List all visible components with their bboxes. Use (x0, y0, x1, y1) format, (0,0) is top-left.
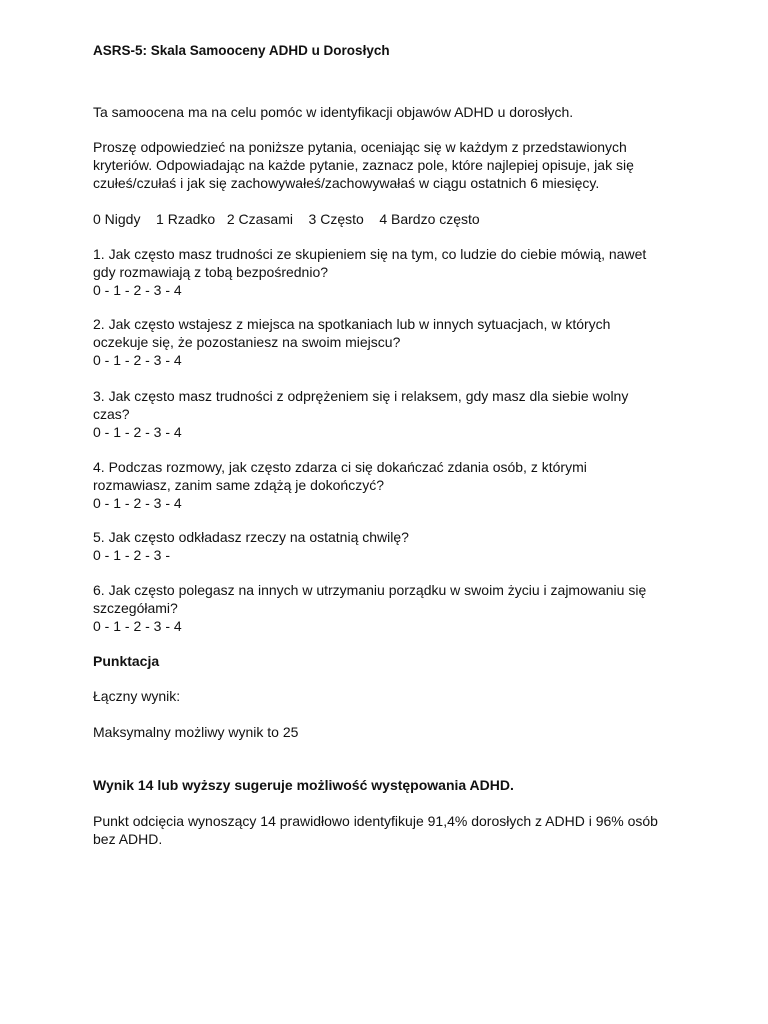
answer-scale: 0 - 1 - 2 - 3 - (93, 547, 171, 563)
answer-scale: 0 - 1 - 2 - 3 - 4 (93, 618, 182, 634)
question-1 (93, 245, 646, 299)
cutoff-note-line: Punkt odcięcia wynoszący 14 prawidłowo identyfikuje 91,4% dorosłych z ADHD i 96% osób (93, 813, 658, 829)
document-title: ASRS-5: Skala Samooceny ADHD u Dorosłych (93, 43, 390, 58)
question-text: rozmawiasz, zanim same zdążą je dokończyć? (93, 477, 385, 493)
question-text: szczegółami? (93, 600, 178, 616)
question-6 (93, 581, 646, 635)
question-text: 4. Podczas rozmowy, jak często zdarza ci się dokańczać zdania osób, z którymi (93, 459, 587, 475)
question-text: czas? (93, 406, 130, 422)
instructions (93, 138, 634, 192)
answer-scale: 0 - 1 - 2 - 3 - 4 (93, 282, 182, 298)
question-2 (93, 315, 610, 369)
max-score-text: Maksymalny możliwy wynik to 25 (93, 724, 299, 740)
instructions-line: kryteriów. Odpowiadając na każde pytanie, zaznacz pole, które najlepiej opisuje, jak się (93, 157, 634, 173)
question-text: gdy rozmawiają z tobą bezpośrednio? (93, 264, 329, 280)
question-text: 5. Jak często odkładasz rzeczy na ostatnią chwilę? (93, 529, 409, 545)
cutoff-note (93, 812, 658, 848)
question-text: 2. Jak często wstajesz z miejsca na spotkaniach lub w innych sytuacjach, w których (93, 316, 611, 332)
question-text: oczekuje się, że pozostaniesz na swoim miejscu? (93, 334, 401, 350)
answer-scale: 0 - 1 - 2 - 3 - 4 (93, 424, 182, 440)
answer-scale: 0 - 1 - 2 - 3 - 4 (93, 495, 182, 511)
question-4 (93, 458, 587, 512)
scoring-heading: Punktacja (93, 653, 160, 669)
question-text: 3. Jak często masz trudności z odprężeniem się i relaksem, gdy masz dla siebie wolny (93, 388, 629, 404)
cutoff-note-line: bez ADHD. (93, 831, 163, 847)
question-text: 1. Jak często masz trudności ze skupieniem się na tym, co ludzie do ciebie mówią, nawet (93, 246, 647, 262)
instructions-line: Proszę odpowiedzieć na poniższe pytania, oceniając się w każdym z przedstawionych (93, 139, 627, 155)
answer-scale: 0 - 1 - 2 - 3 - 4 (93, 352, 182, 368)
question-5 (93, 528, 409, 564)
intro-text: Ta samoocena ma na celu pomóc w identyfikacji objawów ADHD u dorosłych. (93, 104, 574, 120)
total-score-label: Łączny wynik: (93, 688, 181, 704)
question-text: 6. Jak często polegasz na innych w utrzymaniu porządku w swoim życiu i zajmowaniu się (93, 582, 647, 598)
instructions-line: czułeś/czułaś i jak się zachowywałeś/zachowywałaś w ciągu ostatnich 6 miesięcy. (93, 175, 600, 191)
threshold-text: Wynik 14 lub wyższy sugeruje możliwość występowania ADHD. (93, 777, 514, 793)
scale-legend: 0 Nigdy 1 Rzadko 2 Czasami 3 Często 4 Bardzo często (93, 211, 480, 227)
question-3 (93, 387, 628, 441)
